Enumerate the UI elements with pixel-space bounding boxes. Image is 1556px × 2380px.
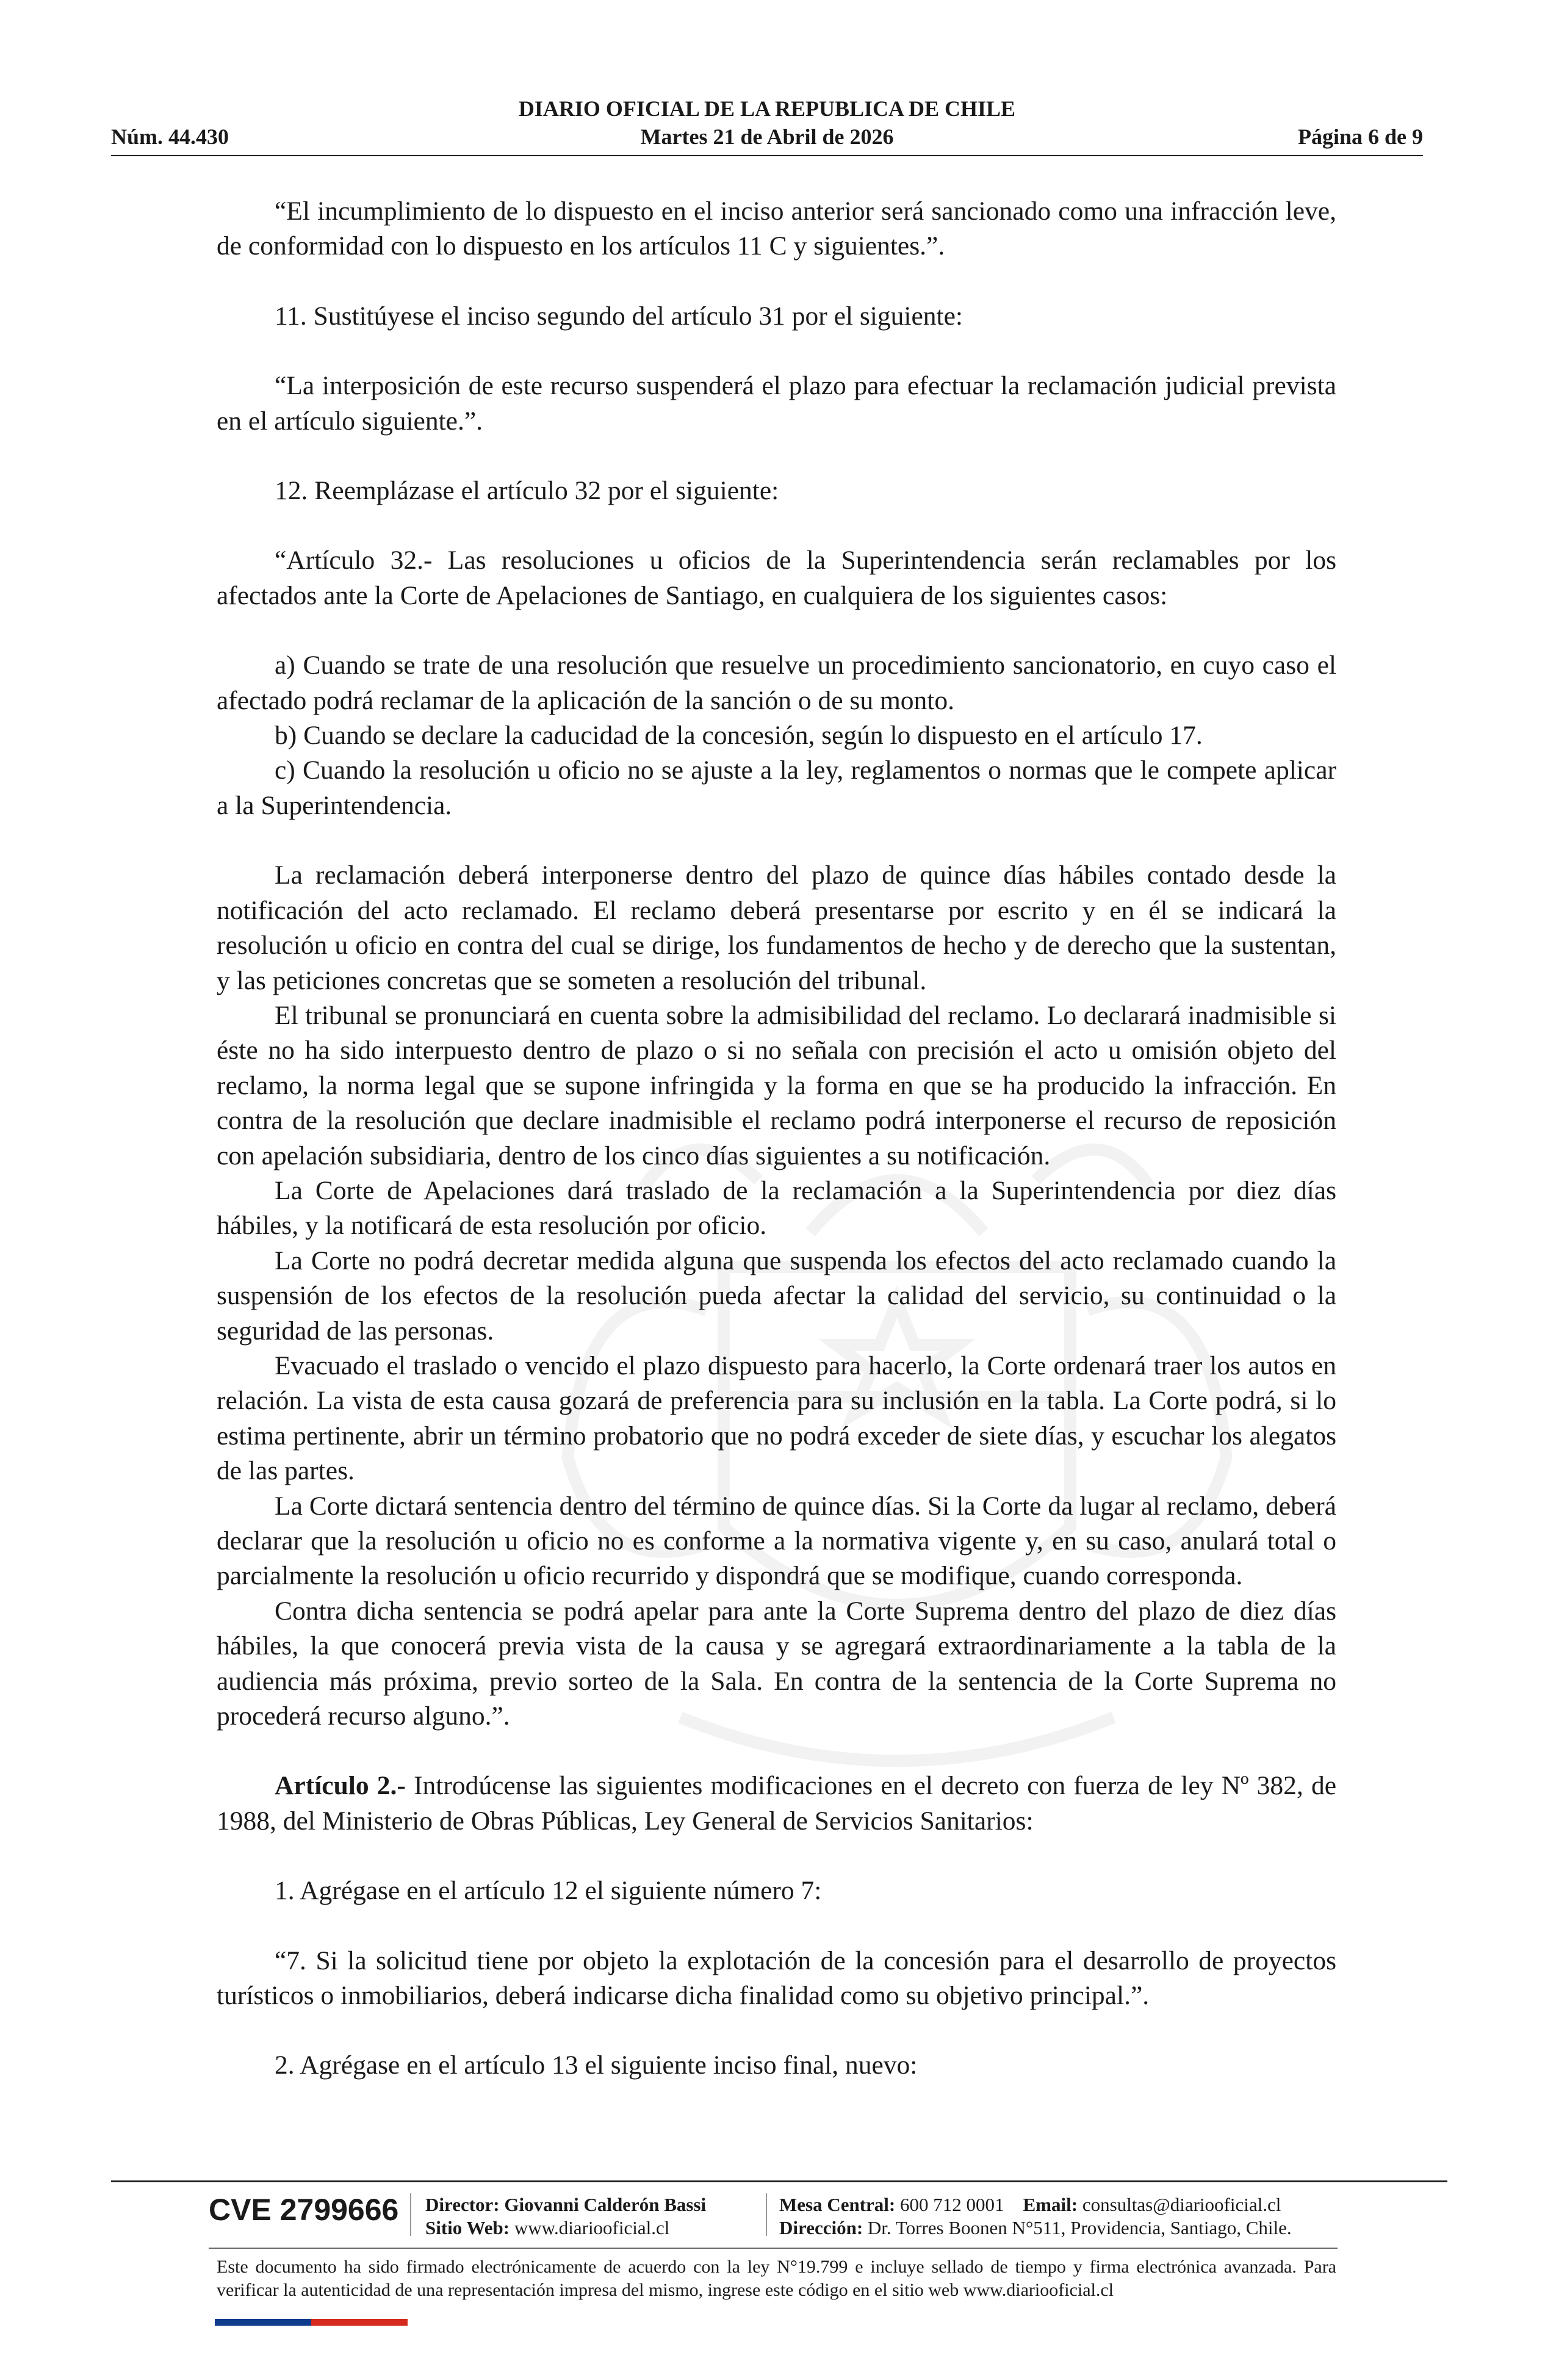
director-label: Director: <box>425 2194 500 2215</box>
flag-red-stripe <box>311 2319 408 2326</box>
paragraph: La Corte no podrá decretar medida alguna que suspenda los efectos del acto reclamado cuando la suspensión de los efectos de la resolución pueda afectar la calidad del servicio, su continuidad o la seguridad de las personas. <box>217 1246 1336 1346</box>
article-text: Introdúcense las siguientes modificaciones en el decreto con fuerza de ley Nº 382, de 1988, del Ministerio de Obras Públicas, Ley General de Servicios Sanitarios: <box>217 1771 1336 1836</box>
paragraph: “Artículo 32.- Las resoluciones u oficios de la Superintendencia serán reclamables por los afectados ante la Corte de Apelaciones de Santiago, en cualquiera de los siguientes casos: <box>217 546 1336 610</box>
signature-disclaimer: Este documento ha sido firmado electrónicamente de acuerdo con la ley N°19.799 e incluye sellado de tiempo y firma electrónica avanzada. Para verificar la autenticidad de una representación impresa del mismo, ingrese este código en el sitio web www.diariooficial.cl <box>217 2257 1336 2300</box>
email-link[interactable]: consultas@diariooficial.cl <box>1082 2194 1281 2215</box>
page-number: Página 6 de 9 <box>1297 124 1423 149</box>
document-body <box>217 194 1336 2083</box>
publication-date: Martes 21 de Abril de 2026 <box>640 124 894 149</box>
footer-separator <box>410 2193 411 2236</box>
header-divider <box>111 155 1423 156</box>
footer-director-block <box>425 2193 706 2240</box>
address: Dr. Torres Boonen N°511, Providencia, Santiago, Chile. <box>867 2217 1292 2238</box>
page-header <box>111 93 1423 154</box>
website-label: Sitio Web: <box>425 2217 510 2238</box>
paragraph: “7. Si la solicitud tiene por objeto la explotación de la concesión para el desarrollo de proyectos turísticos o inmobiliarios, deberá indicarse dicha finalidad como su objetivo principal.”. <box>217 1945 1336 2011</box>
flag-blue-stripe <box>215 2319 311 2326</box>
paragraph: c) Cuando la resolución u oficio no se ajuste a la ley, reglamentos o normas que le compete aplicar a la Superintendencia. <box>217 755 1336 820</box>
mesa-phone: 600 712 0001 <box>900 2194 1004 2215</box>
paragraph: “La interposición de este recurso suspenderá el plazo para efectuar la reclamación judicial prevista en el artículo siguiente.”. <box>217 371 1336 436</box>
director-name: Giovanni Calderón Bassi <box>504 2194 707 2215</box>
footer-contact-block <box>779 2193 1292 2240</box>
mesa-label: Mesa Central: <box>779 2194 896 2215</box>
email-label: Email: <box>1023 2194 1078 2215</box>
footer-divider-secondary <box>209 2248 1338 2249</box>
paragraph: La Corte de Apelaciones dará traslado de la reclamación a la Superintendencia por diez días hábiles, y la notificará de esta resolución por oficio. <box>217 1175 1336 1241</box>
website-link[interactable]: www.diariooficial.cl <box>514 2217 670 2238</box>
issue-number: Núm. 44.430 <box>111 124 229 149</box>
publication-title: DIARIO OFICIAL DE LA REPUBLICA DE CHILE <box>518 96 1016 121</box>
paragraph: 12. Reemplázase el artículo 32 por el siguiente: <box>275 476 779 506</box>
paragraph: 11. Sustitúyese el inciso segundo del artículo 31 por el siguiente: <box>275 301 963 331</box>
paragraph: Evacuado el traslado o vencido el plazo dispuesto para hacerlo, la Corte ordenará traer los autos en relación. La vista de esta causa gozará de preferencia para su inclusión en la tabla. La Corte podrá, si lo estima pertinente, abrir un término probatorio que no podrá exceder de siete días, y escuchar los alegatos de las partes. <box>217 1350 1336 1486</box>
paragraph: 2. Agrégase en el artículo 13 el siguiente inciso final, nuevo: <box>275 2050 918 2080</box>
paragraph: 1. Agrégase en el artículo 12 el siguiente número 7: <box>275 1876 822 1906</box>
paragraph: El tribunal se pronunciará en cuenta sobre la admisibilidad del reclamo. Lo declarará inadmisible si éste no ha sido interpuesto dentro de plazo o si no señala con precisión el acto u omisión objeto del reclamo, la norma legal que se supone infringida y la forma en que se ha producido la infracción. En contra de la resolución que declare inadmisible el reclamo podrá interponerse el recurso de reposición con apelación subsidiaria, dentro de los cinco días siguientes a su notificación. <box>217 1000 1336 1170</box>
paragraph: a) Cuando se trate de una resolución que resuelve un procedimiento sancionatorio, en cuyo caso el afectado podrá reclamar de la aplicación de la sanción o de su monto. <box>217 651 1336 715</box>
paragraph: La reclamación deberá interponerse dentro del plazo de quince días hábiles contado desde la notificación del acto reclamado. El reclamo deberá presentarse por escrito y en él se indicará la resolución u oficio en contra del cual se dirige, los fundamentos de hecho y de derecho que la sustentan, y las peticiones concretas que se someten a resolución del tribunal. <box>217 860 1336 995</box>
paragraph: Contra dicha sentencia se podrá apelar para ante la Corte Suprema dentro del plazo de diez días hábiles, la que conocerá previa vista de la causa y se agregará extraordinariamente a la tabla de la audiencia más próxima, previo sorteo de la Sala. En contra de la sentencia de la Corte Suprema no procederá recurso alguno.”. <box>217 1596 1336 1731</box>
footer-divider <box>111 2180 1447 2182</box>
address-label: Dirección: <box>779 2217 863 2238</box>
cve-code: CVE 2799666 <box>209 2193 399 2227</box>
article-2-paragraph <box>217 1769 1336 1839</box>
footer-separator <box>766 2193 767 2236</box>
paragraph: b) Cuando se declare la caducidad de la concesión, según lo dispuesto en el artículo 17. <box>275 721 1203 751</box>
paragraph: La Corte dictará sentencia dentro del término de quince días. Si la Corte da lugar al reclamo, deberá declarar que la resolución u oficio no es conforme a la normativa vigente y, en su caso, anulará total o parcialmente la resolución u oficio recurrido y dispondrá que se modifique, cuando corresponda. <box>217 1491 1336 1591</box>
article-heading: Artículo 2.- <box>275 1771 406 1801</box>
paragraph: “El incumplimiento de lo dispuesto en el inciso anterior será sancionado como una infracción leve, de conformidad con lo dispuesto en los artículos 11 C y siguientes.”. <box>217 197 1336 261</box>
